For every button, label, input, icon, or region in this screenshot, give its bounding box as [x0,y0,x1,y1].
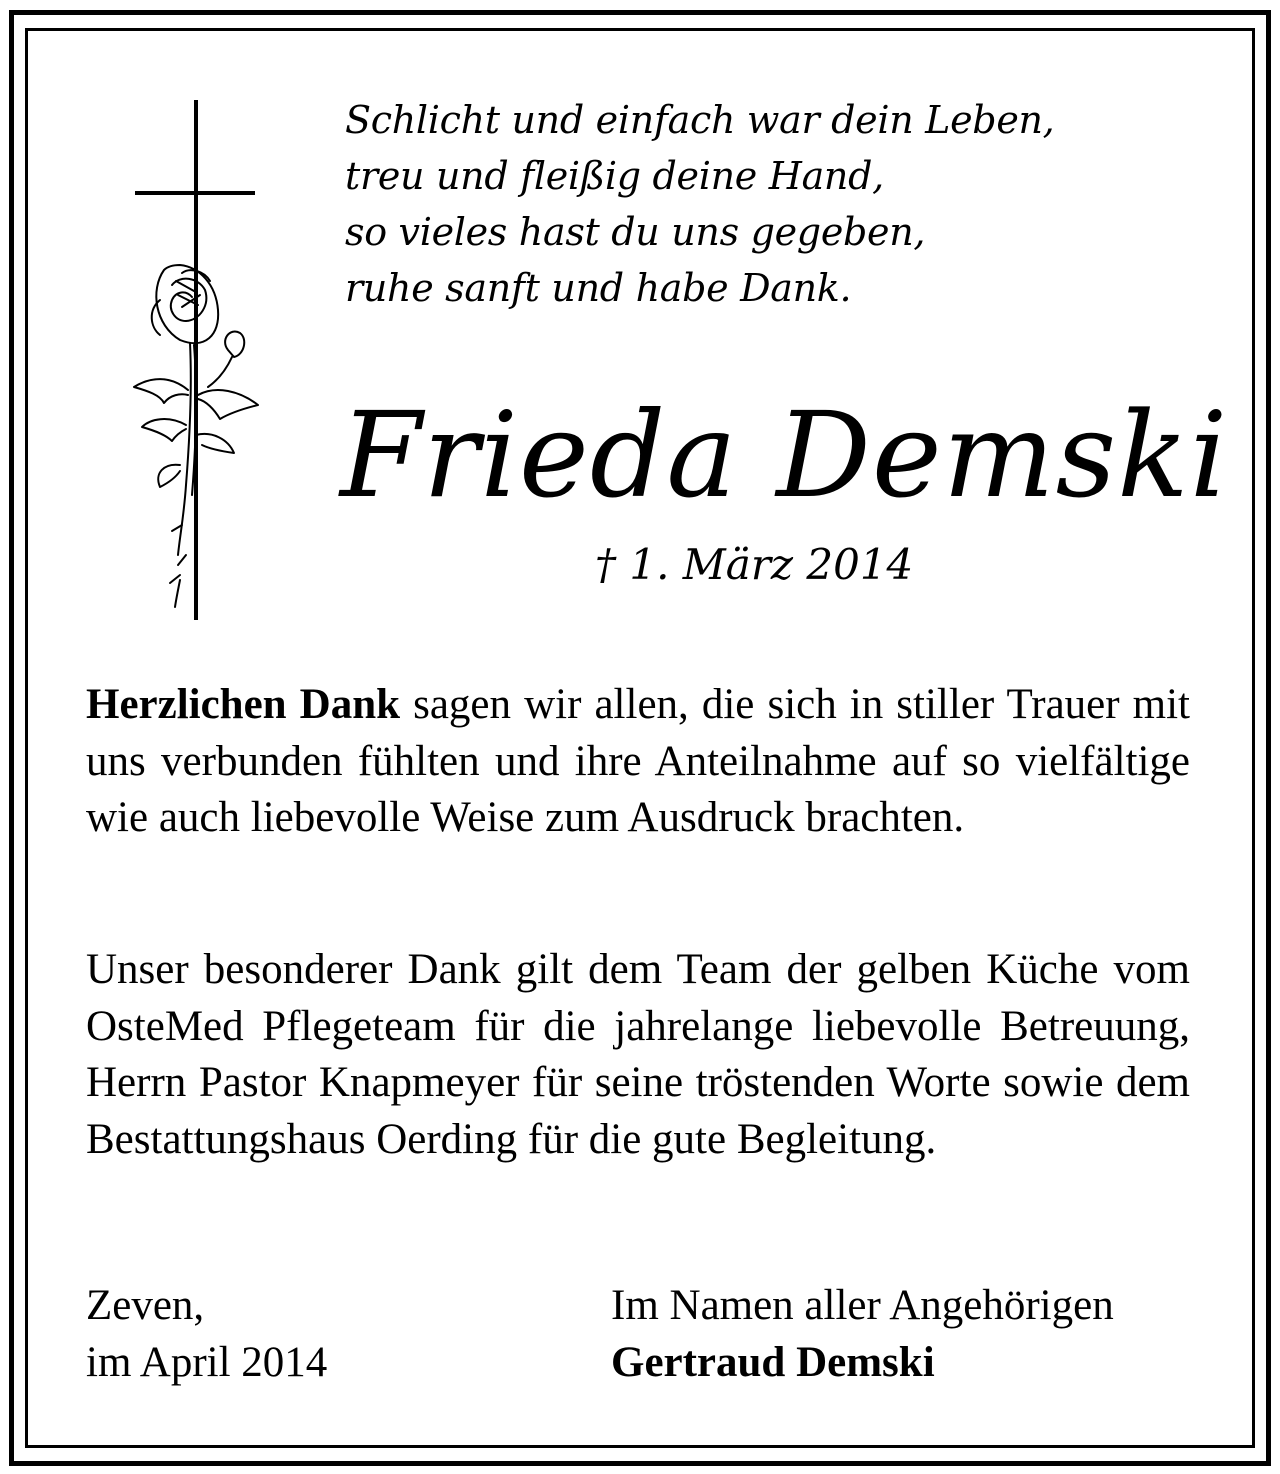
date: im April 2014 [86,1339,328,1386]
cross-with-rose-icon [120,95,280,625]
deceased-name: Frieda Demski [340,386,1229,524]
death-date: † 1. März 2014 [595,540,914,589]
place-date [86,1277,327,1391]
poem-line: ruhe sanft und habe Dank. [345,266,852,310]
special-thanks-paragraph: Unser besonderer Dank gilt dem Team der gelben Küche vom OsteMed Pflegeteam für die jahrelange liebevolle Betreuung, Herrn Pastor Knapmeyer für seine tröstenden Worte sowie dem Bestattungshaus Oerding für die gute Begleitung. [86,946,1190,1163]
thanks-text: sagen wir allen, die sich in stiller Trauer mit uns verbunden fühlten und ihre Anteilnahme auf so vielfältige wie auch liebevolle Weise zum Ausdruck brachten. [86,681,1190,841]
thanks-lead: Herzlichen Dank [86,681,401,728]
poem-line: so vieles hast du uns gegeben, [345,210,926,254]
poem [345,92,1165,316]
place: Zeven, [86,1282,205,1329]
on-behalf-text: Im Namen aller Angehörigen [611,1282,1114,1329]
signer-name: Gertraud Demski [611,1339,935,1386]
thanks-paragraph [86,677,1190,847]
poem-line: Schlicht und einfach war dein Leben, [345,98,1055,142]
poem-line: treu und fleißig deine Hand, [345,154,884,198]
signature [611,1277,1114,1391]
